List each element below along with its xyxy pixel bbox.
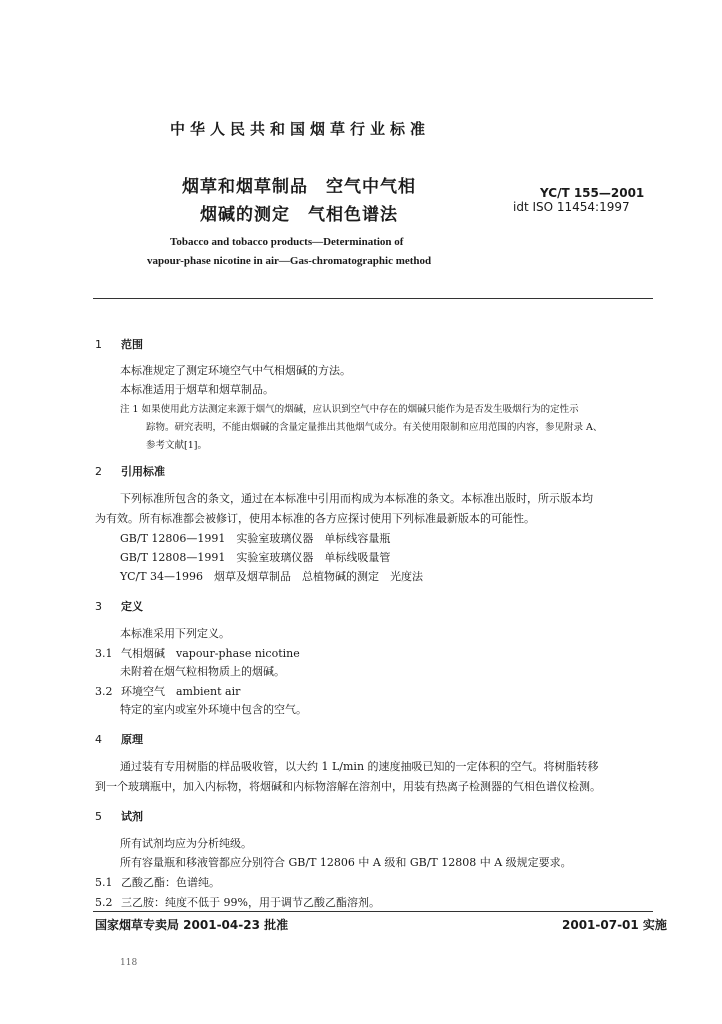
section-1-heading [95,336,143,352]
title-cn-line2: 烟碱的测定 气相色谱法 [200,205,398,225]
definition-3-1-number: 3.1 [95,647,113,660]
section-2-title: 引用标准 [121,465,165,478]
item-5-1-number: 5.1 [95,876,113,889]
implementation-date: 2001-07-01 实施 [562,918,667,932]
section-1-note-line1: 注 1 如果使用此方法测定来源于烟气的烟碱，应认识到空气中存在的烟碱只能作为是否发生吸烟行为的定性示 [120,404,579,415]
item-5-2-row [95,894,380,910]
header-rule [93,298,653,299]
industry-standard-heading: 中华人民共和国烟草行业标准 [170,120,431,138]
section-4-title: 原理 [121,733,143,746]
section-4-number: 4 [95,733,102,746]
section-3-paragraph-1: 本标准采用下列定义。 [120,627,230,640]
section-5-number: 5 [95,810,102,823]
definition-3-2-term: 环境空气 ambient air [121,685,241,698]
section-5-paragraph-1: 所有试剂均应为分析纯级。 [120,837,252,850]
section-1-note-line3: 参考文献[1]。 [146,440,207,451]
definition-3-2-number: 3.2 [95,685,113,698]
footer-rule [93,911,653,912]
section-1-paragraph-1: 本标准规定了测定环境空气中气相烟碱的方法。 [120,364,351,377]
title-cn-line1: 烟草和烟草制品 空气中气相 [182,177,416,197]
title-en-line2: vapour-phase nicotine in air—Gas-chromatographic method [147,255,432,267]
section-5-title: 试剂 [121,810,143,823]
section-5-paragraph-2: 所有容量瓶和移液管都应分别符合 GB/T 12806 中 A 级和 GB/T 12808 中 A 级规定要求。 [120,856,572,869]
section-4-paragraph-line2: 到一个玻璃瓶中，加入内标物，将烟碱和内标物溶解在溶剂中，用装有热离子检测器的气相色谱仪检测。 [95,780,601,793]
item-5-1-text: 乙酸乙酯：色谱纯。 [121,876,220,889]
section-3-heading [95,598,143,614]
idt-code: idt ISO 11454:1997 [513,200,630,214]
approval-line: 国家烟草专卖局 2001-04-23 批准 [95,918,289,932]
standard-code: YC/T 155—2001 [540,186,645,200]
section-3-title: 定义 [121,600,143,613]
title-en-line1: Tobacco and tobacco products—Determination of [170,236,404,248]
definition-3-1-text: 未附着在烟气粒相物质上的烟碱。 [120,665,285,678]
section-3-number: 3 [95,600,102,613]
definition-3-1-term: 气相烟碱 vapour-phase nicotine [121,647,300,660]
item-5-2-text: 三乙胺：纯度不低于 99%，用于调节乙酸乙酯溶剂。 [121,896,380,909]
definition-3-2-term-row [95,683,240,699]
definition-3-2-text: 特定的室内或室外环境中包含的空气。 [120,703,307,716]
section-2-number: 2 [95,465,102,478]
section-4-heading [95,731,143,747]
section-1-paragraph-2: 本标准适用于烟草和烟草制品。 [120,383,274,396]
section-1-title: 范围 [121,338,143,351]
reference-3: YC/T 34—1996 烟草及烟草制品 总植物碱的测定 光度法 [120,570,424,583]
section-1-note-line2: 踪物。研究表明，不能由烟碱的含量定量推出其他烟气成分。有关使用限制和应用范围的内容，参见附录 A、 [146,422,603,433]
item-5-1-row [95,874,220,890]
definition-3-1-term-row [95,645,300,661]
page-number: 118 [120,958,138,968]
section-4-paragraph-line1: 通过装有专用树脂的样品吸收管，以大约 1 L/min 的速度抽吸已知的一定体积的空气。将树脂转移 [120,760,599,773]
section-2-paragraph-line2: 为有效。所有标准都会被修订，使用本标准的各方应探讨使用下列标准最新版本的可能性。 [95,512,535,525]
reference-1: GB/T 12806—1991 实验室玻璃仪器 单标线容量瓶 [120,532,391,545]
item-5-2-number: 5.2 [95,896,113,909]
section-2-paragraph-line1: 下列标准所包含的条文，通过在本标准中引用而构成为本标准的条文。本标准出版时，所示版本均 [120,492,593,505]
section-5-heading [95,808,143,824]
section-2-heading [95,463,165,479]
section-1-number: 1 [95,338,102,351]
reference-2: GB/T 12808—1991 实验室玻璃仪器 单标线吸量管 [120,551,391,564]
